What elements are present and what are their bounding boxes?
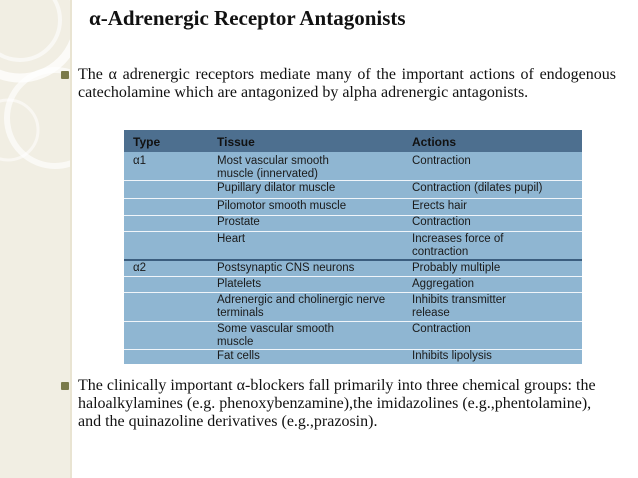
header-actions: Actions [412,135,457,149]
cell-action: Contraction [412,216,471,228]
cell-action: Contraction [412,323,471,335]
table-row [124,200,582,215]
cell-action: Contraction [412,155,471,167]
cell-action: Inhibits lipolysis [412,350,492,362]
cell-tissue: Pilomotor smooth muscle [217,200,347,212]
row-separator [124,180,582,181]
cell-type: α2 [133,262,147,274]
cell-type: α1 [133,155,147,167]
sidebar-divider [70,0,72,478]
table-row [124,154,582,180]
cell-tissue: Some vascular smooth muscle [217,323,334,348]
cell-tissue: Fat cells [217,350,260,362]
cell-action: Probably multiple [412,262,501,274]
cell-tissue: Pupillary dilator muscle [217,182,336,194]
group-separator [124,259,582,261]
table-row [124,323,582,349]
cell-tissue: Platelets [217,278,262,290]
cell-action: Aggregation [412,278,475,290]
table-row [124,262,582,277]
decorative-sidebar [0,0,70,478]
row-separator [124,292,582,293]
decorative-rings-icon [0,0,70,478]
receptor-table [124,130,582,364]
bullet-marker-icon [61,382,69,390]
row-separator [124,198,582,199]
bullet-marker-icon [61,71,69,79]
header-tissue: Tissue [217,135,255,149]
row-separator [124,276,582,277]
cell-action: Inhibits transmitter release [412,294,506,319]
table-row [124,278,582,293]
table-row [124,216,582,231]
table-row [124,182,582,197]
table-row [124,350,582,364]
table-header-row [124,130,582,152]
cell-tissue: Adrenergic and cholinergic nerve terminals [217,294,386,319]
cell-action: Contraction (dilates pupil) [412,182,543,194]
cell-tissue: Postsynaptic CNS neurons [217,262,355,274]
slide-title: α-Adrenergic Receptor Antagonists [89,6,406,30]
row-separator [124,321,582,322]
cell-tissue: Heart [217,233,246,245]
cell-action: Erects hair [412,200,467,212]
bullet-paragraph-2: The clinically important α-blockers fall primarily into three chemical groups: the haloalkylamines (e.g. phenoxybenzamine),the imidazolines (e.g.,phentolamine), and the quinazoline derivatives (e.g.,prazosin). [78,377,596,430]
table-row [124,233,582,259]
row-separator [124,231,582,232]
header-type: Type [133,135,161,149]
bullet-paragraph-1: The α adrenergic receptors mediate many of the important actions of endogenous catecholamine which are antagonized by alpha adrenergic antagonists. [78,66,616,101]
cell-action: Increases force of contraction [412,233,504,258]
cell-tissue: Prostate [217,216,260,228]
cell-tissue: Most vascular smooth muscle (innervated) [217,155,329,180]
table-row [124,294,582,320]
